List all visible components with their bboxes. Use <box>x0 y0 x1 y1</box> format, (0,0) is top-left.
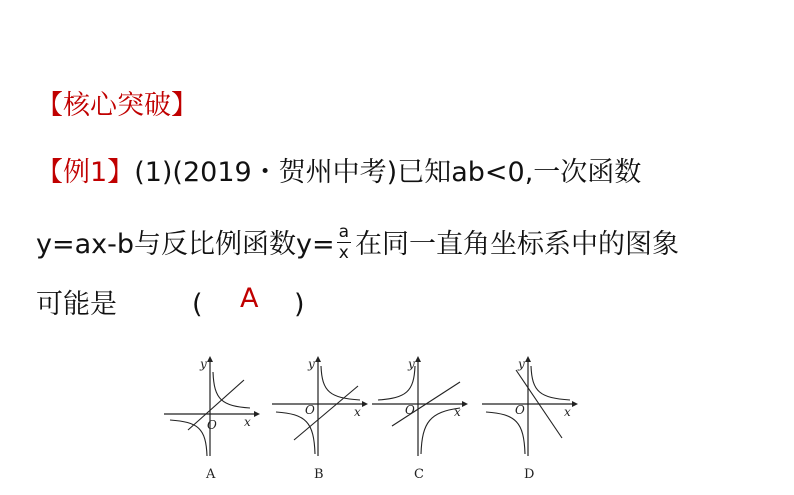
hyperbola-branch-1 <box>378 366 415 400</box>
option-graph-b[interactable] <box>268 352 378 484</box>
option-graph-a[interactable] <box>160 352 270 484</box>
fraction-a-over-x <box>337 223 351 262</box>
option-caption: D <box>524 467 535 482</box>
question-line-1 <box>36 157 641 189</box>
y-axis-arrow-icon <box>525 356 531 362</box>
fraction-denominator: x <box>338 243 349 263</box>
hyperbola-branch-1 <box>321 366 360 400</box>
y-axis-arrow-icon <box>415 356 421 362</box>
origin-label: O <box>207 418 217 432</box>
y-axis-arrow-icon <box>207 356 213 362</box>
y-axis-label: y <box>200 357 207 371</box>
example-tag: 【例1】 <box>36 157 135 188</box>
y-axis-label: y <box>308 357 315 371</box>
x-axis-label: x <box>244 415 251 429</box>
option-graph-c[interactable] <box>368 352 478 484</box>
section-title: 【核心突破】 <box>36 90 198 121</box>
option-graph-d[interactable] <box>478 352 588 484</box>
x-axis-label: x <box>454 405 461 419</box>
question-line-3: 可能是 <box>36 289 117 320</box>
linear-function-line <box>294 386 358 440</box>
x-axis-arrow-icon <box>572 401 578 407</box>
fraction-numerator: a <box>338 222 350 242</box>
option-caption: A <box>206 467 216 482</box>
option-caption: B <box>314 467 324 482</box>
question-line-2 <box>36 222 680 265</box>
origin-label: O <box>405 403 415 417</box>
hyperbola-branch-1 <box>531 366 570 400</box>
x-axis-label: x <box>564 405 571 419</box>
answer-paren-open: ( <box>192 289 203 320</box>
x-axis-arrow-icon <box>254 411 260 417</box>
answer-choice: A <box>240 283 259 314</box>
origin-label: O <box>305 403 315 417</box>
y-axis-label: y <box>408 357 415 371</box>
question-text-1: (1)(2019・贺州中考)已知ab<0,一次函数 <box>134 157 642 188</box>
hyperbola-branch-2 <box>486 412 525 454</box>
answer-paren-close: ) <box>294 289 305 320</box>
x-axis-label: x <box>354 405 361 419</box>
x-axis-arrow-icon <box>462 401 468 407</box>
y-axis-arrow-icon <box>315 356 321 362</box>
origin-label: O <box>515 403 525 417</box>
hyperbola-branch-2 <box>276 412 315 454</box>
question-text-2a: y=ax-b与反比例函数y= <box>36 229 335 260</box>
hyperbola-branch-2 <box>170 420 207 456</box>
y-axis-label: y <box>518 357 525 371</box>
option-caption: C <box>414 467 424 482</box>
question-text-2b: 在同一直角坐标系中的图象 <box>355 229 680 260</box>
